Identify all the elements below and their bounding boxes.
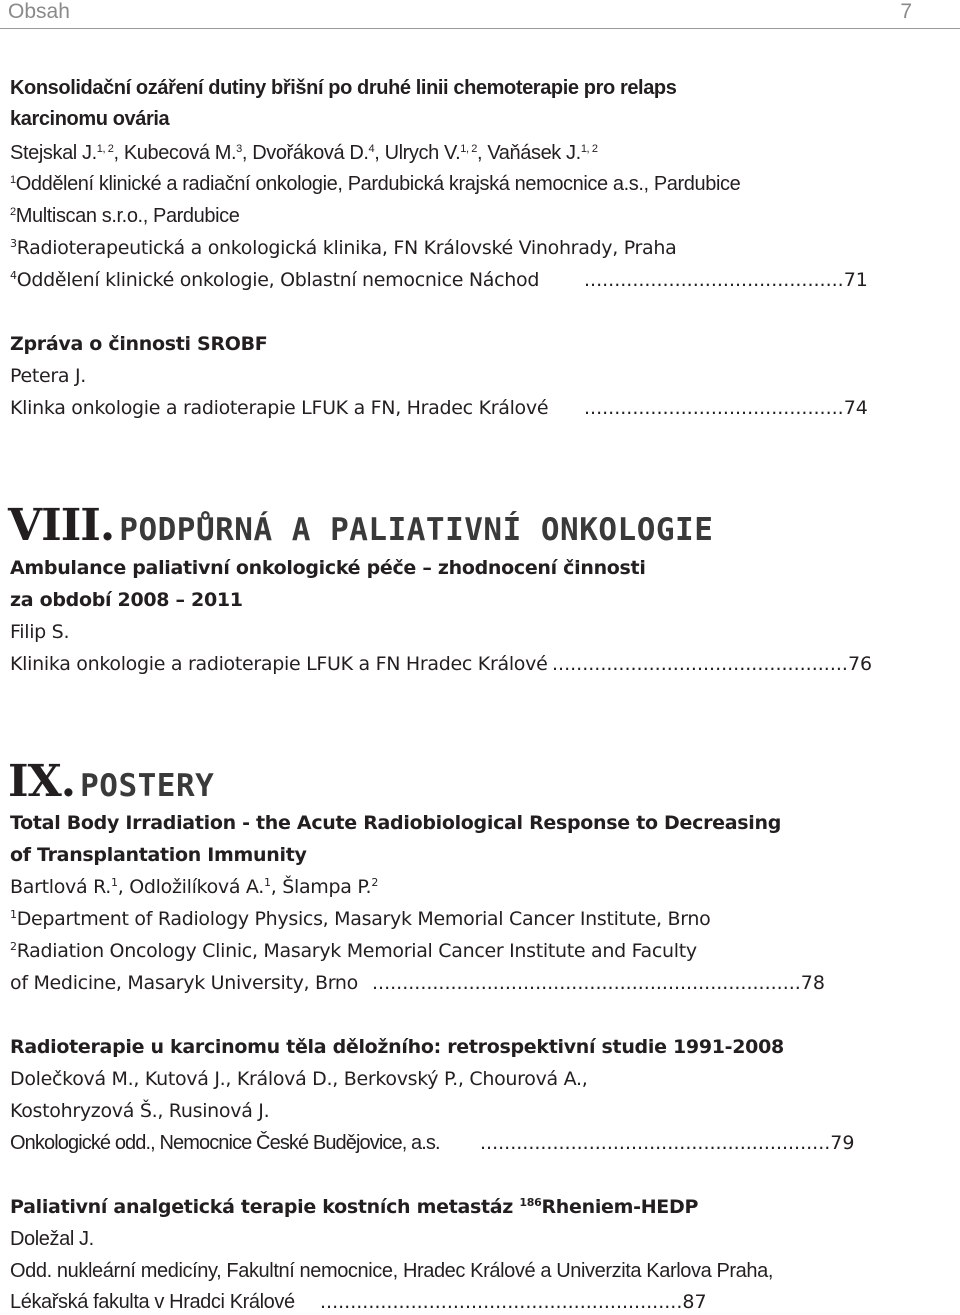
entry-title: Ambulance paliativní onkologické péče – zhodnocení činnosti: [10, 557, 646, 579]
entry-title: za období 2008 – 2011: [10, 589, 243, 611]
entry-authors: Kostohryzová Š., Rusinová J.: [10, 1100, 270, 1122]
entry-title: karcinomu ovária: [10, 108, 170, 130]
entry-authors: Dolečková M., Kutová J., Králová D., Berkovský P., Chourová A.,: [10, 1068, 588, 1090]
entry-affiliation: Klinka onkologie a radioterapie LFUK a FN, Hradec Králové: [10, 397, 549, 419]
entry-affiliation: $^3$Radioterapeutická a onkologická klinika, FN Královské Vinohrady, Praha: [10, 237, 677, 259]
page-leader: .................................................76: [552, 653, 873, 675]
entry-title: Radioterapie u karcinomu těla děložního: retrospektivní studie 1991-2008: [10, 1036, 784, 1058]
section-title: POSTERY: [80, 768, 215, 804]
entry-title: of Transplantation Immunity: [10, 844, 307, 866]
page-leader: ..........................................................79: [480, 1132, 855, 1154]
entry-affiliation: Klinika onkologie a radioterapie LFUK a FN Hradec Králové: [10, 653, 548, 675]
section-heading: [8, 758, 214, 815]
entry-affiliation: $^1$Oddělení klinické a radiační onkologie, Pardubická krajská nemocnice a.s., Pardubice: [10, 173, 741, 195]
page-leader: ...........................................71: [584, 269, 868, 291]
entry-affiliation: Lékařská fakulta v Hradci Králové: [10, 1291, 295, 1313]
section-number: VIII.: [8, 500, 115, 551]
entry-affiliation: $^4$Oddělení klinické onkologie, Oblastní nemocnice Náchod: [10, 269, 540, 291]
entry-authors: Stejskal J.$^{1, 2}$, Kubecová M.$^3$, Dvořáková D.$^4$, Ulrych V.$^{1, 2}$, Vaňásek J.$^{1, 2}$: [10, 142, 598, 164]
entry-authors: Bartlová R.$^1$, Odložilíková A.$^1$, Šlampa P.$^2$: [10, 876, 379, 898]
entry-title: Paliativní analgetická terapie kostních metastáz $^{186}$Rheniem-HEDP: [10, 1196, 699, 1218]
entry-affiliation: of Medicine, Masaryk University, Brno: [10, 972, 358, 994]
entry-affiliation: Odd. nukleární medicíny, Fakultní nemocnice, Hradec Králové a Univerzita Karlova Praha,: [10, 1260, 773, 1282]
section-number: IX.: [8, 756, 76, 807]
section-title: PODPŮRNÁ A PALIATIVNÍ ONKOLOGIE: [119, 512, 714, 548]
entry-affiliation: $^1$Department of Radiology Physics, Masaryk Memorial Cancer Institute, Brno: [10, 908, 711, 930]
page-leader: ............................................................87: [320, 1291, 707, 1313]
entry-title: Total Body Irradiation - the Acute Radiobiological Response to Decreasing: [10, 812, 781, 834]
entry-title: Zpráva o činnosti SROBF: [10, 333, 268, 355]
entry-authors: Petera J.: [10, 365, 87, 387]
entry-affiliation: Onkologické odd., Nemocnice České Budějovice, a.s.: [10, 1132, 440, 1154]
entry-authors: Doležal J.: [10, 1228, 94, 1250]
entry-title: Konsolidační ozáření dutiny břišní po druhé linii chemoterapie pro relaps: [10, 77, 677, 99]
page-leader: ...........................................74: [584, 397, 868, 419]
entry-affiliation: $^2$Multiscan s.r.o., Pardubice: [10, 205, 240, 227]
section-heading: [8, 502, 713, 559]
entry-authors: Filip S.: [10, 621, 70, 643]
page-number: 7: [900, 0, 912, 23]
section-label: Obsah: [8, 0, 70, 23]
entry-affiliation: $^2$Radiation Oncology Clinic, Masaryk Memorial Cancer Institute and Faculty: [10, 940, 697, 962]
page-header: [0, 0, 960, 29]
page-leader: .......................................................................78: [372, 972, 825, 994]
